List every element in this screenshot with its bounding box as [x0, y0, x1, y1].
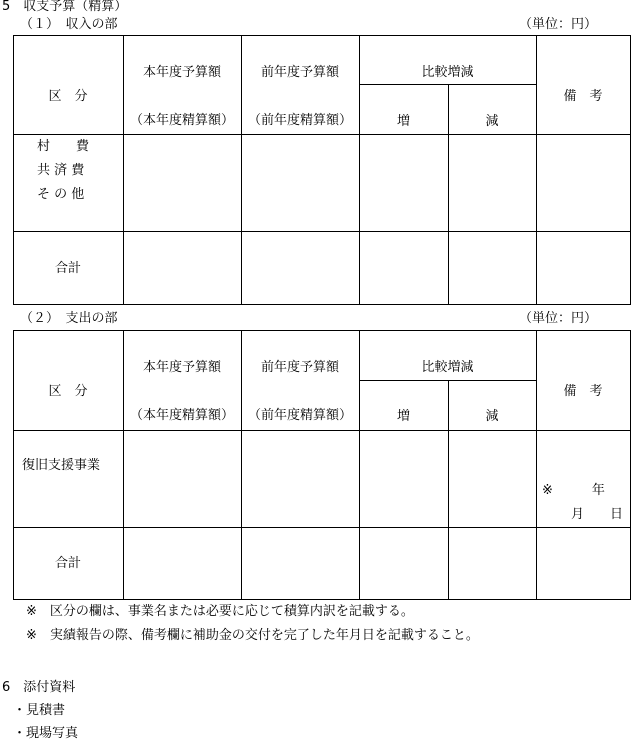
income-total-label: 合計: [54, 261, 81, 276]
expense-remark-date-note-2: 月 日: [571, 507, 624, 522]
expense-header-previous: 前年度予算額: [260, 360, 339, 375]
income-header-decrease: 減: [485, 114, 499, 129]
expense-total-label: 合計: [54, 556, 81, 571]
expense-remark-date-note: ※ 年: [542, 483, 605, 498]
attachment-item: ・現場写真: [13, 726, 79, 741]
income-row-label: 共 済 費: [37, 163, 85, 178]
expense-header-current-sub: （本年度精算額）: [129, 408, 234, 423]
expense-header-current: 本年度予算額: [142, 360, 221, 375]
income-header-previous: 前年度予算額: [260, 65, 339, 80]
expense-unit: （単位：円）: [519, 311, 598, 326]
expense-header-previous-sub: （前年度精算額）: [247, 408, 352, 423]
income-title: （１） 収入の部: [20, 17, 118, 32]
income-row-label: 村 費: [37, 139, 90, 154]
income-header-previous-sub: （前年度精算額）: [247, 113, 352, 128]
expense-header-increase: 増: [396, 409, 410, 424]
expense-header-remarks: 備 考: [563, 384, 603, 399]
income-header-current: 本年度予算額: [142, 65, 221, 80]
income-row-label: そ の 他: [37, 187, 85, 202]
income-header-current-sub: （本年度精算額）: [129, 113, 234, 128]
attachment-item: ・見積書: [13, 703, 66, 718]
income-unit: （単位：円）: [519, 17, 598, 32]
expense-header-decrease: 減: [485, 409, 499, 424]
section-5-title: 5 収支予算（精算）: [2, 0, 128, 14]
note-remarks-column: ※ 実績報告の際、備考欄に補助金の交付を完了した年月日を記載すること。: [26, 628, 479, 643]
income-header-category: 区 分: [48, 89, 88, 104]
expense-row-label: 復旧支援事業: [22, 458, 101, 473]
note-category-column: ※ 区分の欄は、事業名または必要に応じて積算内訳を記載する。: [26, 604, 414, 619]
expense-header-compare: 比較増減: [421, 360, 474, 375]
section-6-title: 6 添付資料: [2, 680, 76, 695]
expense-header-category: 区 分: [48, 384, 88, 399]
expense-title: （２） 支出の部: [20, 311, 118, 326]
income-header-increase: 増: [396, 114, 410, 129]
income-header-compare: 比較増減: [421, 65, 474, 80]
income-header-remarks: 備 考: [563, 89, 603, 104]
